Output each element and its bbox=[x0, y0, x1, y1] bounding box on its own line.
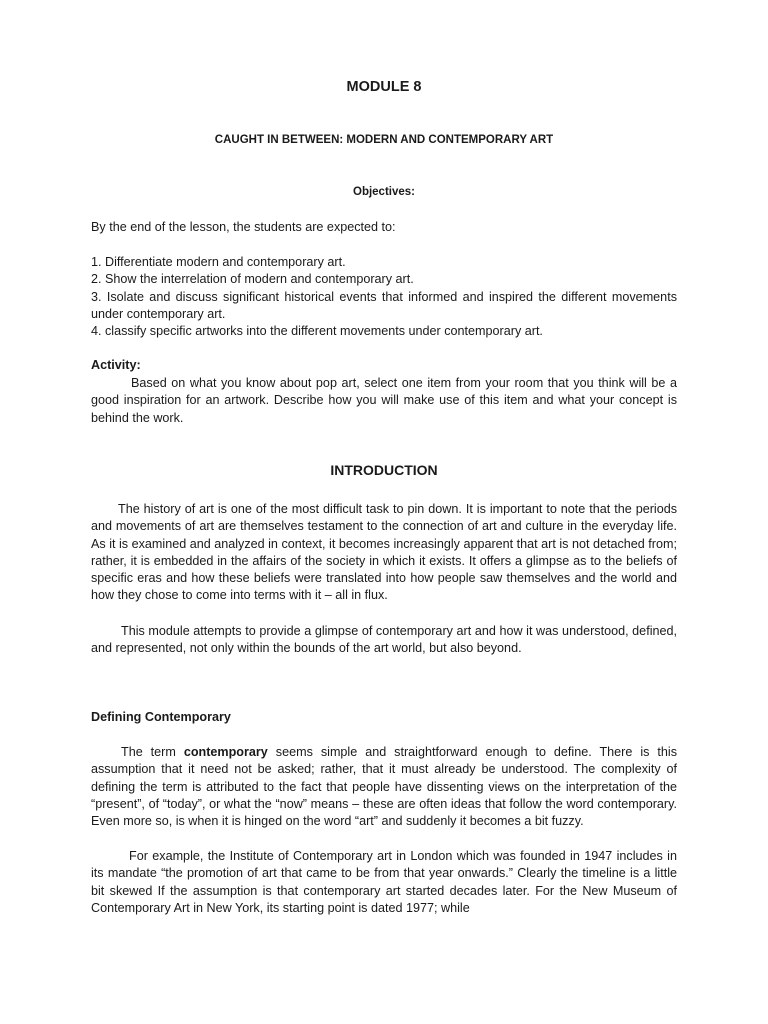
objective-item: 2. Show the interrelation of modern and contemporary art. bbox=[91, 272, 414, 287]
paragraph-text: The term bbox=[121, 745, 184, 759]
module-title: MODULE 8 bbox=[346, 79, 422, 95]
activity-label: Activity: bbox=[91, 358, 141, 372]
defining-paragraph bbox=[91, 744, 677, 830]
objectives-intro: By the end of the lesson, the students are expected to: bbox=[91, 220, 396, 234]
objective-item: 4. classify specific artworks into the different movements under contemporary art. bbox=[91, 324, 543, 339]
objective-item: 1. Differentiate modern and contemporary art. bbox=[91, 255, 346, 269]
section-heading: Defining Contemporary bbox=[91, 710, 231, 724]
objectives-heading: Objectives: bbox=[353, 186, 415, 198]
objective-item: 3. Isolate and discuss significant historical events that informed and inspired the different movements under contemporary art. bbox=[91, 289, 677, 321]
objectives-list bbox=[91, 254, 677, 340]
defining-paragraph: For example, the Institute of Contemporary art in London which was founded in 1947 includes in its mandate “the promotion of art that came to be from that year onwards.” Clearly the timeline is a little bit skewed If the assumption is that contemporary art started decades later. For the New Museum of Contemporary Art in New York, its starting point is dated 1977; while bbox=[91, 849, 677, 915]
introduction-heading: INTRODUCTION bbox=[330, 462, 438, 478]
activity-text: Based on what you know about pop art, select one item from your room that you think will be a good inspiration for an artwork. Describe how you will make use of this item and what your concept is behind the work. bbox=[91, 376, 677, 425]
emphasized-term: contemporary bbox=[183, 745, 268, 759]
module-subtitle: CAUGHT IN BETWEEN: MODERN AND CONTEMPORARY ART bbox=[214, 134, 554, 146]
introduction-paragraph: The history of art is one of the most difficult task to pin down. It is important to note that the periods and movements of art are themselves testament to the connection of art and culture in the everyday life. As it is examined and analyzed in context, it becomes increasingly apparent that art is not detached from; rather, it is embedded in the affairs of the society in which it exists. It offers a glimpse as to the beliefs of specific eras and how these beliefs were translated into how people saw themselves and the world and how they chose to come into terms with it – all in flux. bbox=[91, 502, 677, 603]
paragraph-text: seems simple and straightforward enough to define. There is this assumption that it need not be asked; rather, that it must already be understood. The complexity of defining the term is attributed to the fact that people have dissenting views on the interpretation of the “present”, of “today”, or what the “now” means – these are often ideas that follow the word contemporary. Even more so, is when it is hinged on the word “art” and suddenly it becomes a bit fuzzy. bbox=[91, 745, 677, 829]
introduction-paragraph: This module attempts to provide a glimpse of contemporary art and how it was understood, defined, and represented, not only within the bounds of the art world, but also beyond. bbox=[91, 624, 677, 656]
